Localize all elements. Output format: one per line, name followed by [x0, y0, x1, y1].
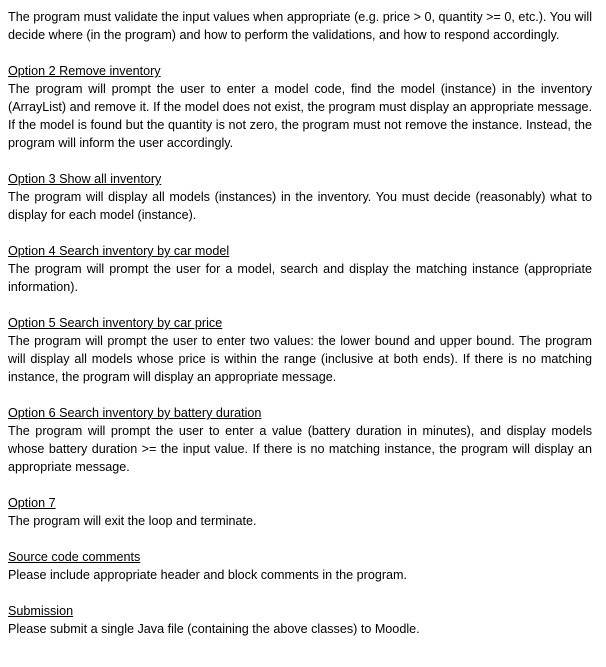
section-submission [8, 602, 592, 638]
section-source-code-comments [8, 548, 592, 584]
section-heading: Option 7 [8, 496, 56, 510]
section-body: Please include appropriate header and block comments in the program. [8, 568, 408, 582]
section-body: The program will display all models (instances) in the inventory. You must decide (reasonably) what to display for each model (instance). [8, 190, 592, 222]
section-body: The program will prompt the user to enter a value (battery duration in minutes), and display models whose battery duration >= the input value. If there is no matching instance, the program will display an appropriate message. [8, 424, 592, 474]
section-body: The program will prompt the user to enter a model code, find the model (instance) in the inventory (ArrayList) and remove it. If the model does not exist, the program must display an appropriate message. If the model is found but the quantity is not zero, the program must not remove the instance. Instead, the program will inform the user accordingly. [8, 82, 592, 150]
section-body: The program will exit the loop and terminate. [8, 514, 257, 528]
section-body: The program will prompt the user to enter two values: the lower bound and upper bound. The program will display all models whose price is within the range (inclusive at both ends). If there is no matching instance, the program will display an appropriate message. [8, 334, 592, 384]
section-heading: Source code comments [8, 550, 141, 564]
section-option-3 [8, 170, 592, 224]
section-option-4 [8, 242, 592, 296]
section-body: The program will prompt the user for a model, search and display the matching instance (appropriate information). [8, 262, 592, 294]
section-heading: Submission [8, 604, 74, 618]
section-option-6 [8, 404, 592, 476]
section-heading: Option 5 Search inventory by car price [8, 316, 223, 330]
section-heading: Option 2 Remove inventory [8, 64, 161, 78]
section-body: Please submit a single Java file (containing the above classes) to Moodle. [8, 622, 420, 636]
section-heading: Option 4 Search inventory by car model [8, 244, 230, 258]
section-option-7 [8, 494, 592, 530]
section-heading: Option 6 Search inventory by battery duration [8, 406, 262, 420]
intro-paragraph: The program must validate the input values when appropriate (e.g. price > 0, quantity >= 0, etc.). You will decide where (in the program) and how to perform the validations, and how to respond accordingly. [8, 10, 592, 42]
section-heading: Option 3 Show all inventory [8, 172, 162, 186]
section-option-5 [8, 314, 592, 386]
section-option-2 [8, 62, 592, 152]
